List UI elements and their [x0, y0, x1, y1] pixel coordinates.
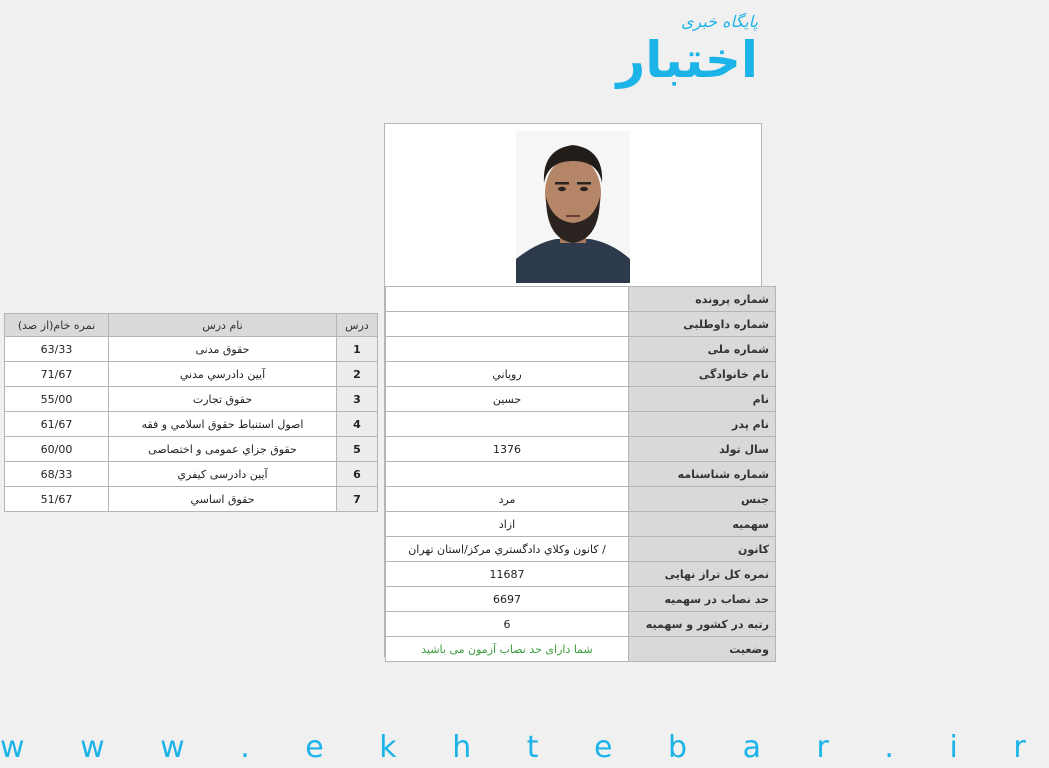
info-row — [386, 437, 776, 462]
info-row — [386, 487, 776, 512]
table-row — [5, 487, 378, 512]
info-value: شما دارای حد نصاب آزمون می باشید — [386, 637, 629, 662]
info-row — [386, 362, 776, 387]
info-value — [386, 412, 629, 437]
table-row — [5, 362, 378, 387]
table-row — [5, 387, 378, 412]
scores-table — [4, 313, 378, 512]
course-name: حقوق مدنی — [109, 337, 337, 362]
info-value: 11687 — [386, 562, 629, 587]
info-row — [386, 287, 776, 312]
site-url[interactable]: w w w . e k h t e b a r . i r — [0, 730, 1049, 765]
course-name: آيين دادرسی کيفري — [109, 462, 337, 487]
course-name: آيين دادرسي مدني — [109, 362, 337, 387]
info-label: کانون — [629, 537, 776, 562]
course-index: 4 — [337, 412, 378, 437]
candidate-info-panel — [384, 123, 769, 657]
info-label: شماره شناسنامه — [629, 462, 776, 487]
header-course-name: نام درس — [109, 314, 337, 337]
course-score: 68/33 — [5, 462, 109, 487]
table-row — [5, 437, 378, 462]
info-label: شماره ملی — [629, 337, 776, 362]
logo-subtitle: پایگاه خبری — [680, 12, 758, 31]
info-label: نام پدر — [629, 412, 776, 437]
info-label: نام — [629, 387, 776, 412]
info-value: حسين — [386, 387, 629, 412]
logo-title: اختبار — [616, 31, 758, 89]
info-label: سهمیه — [629, 512, 776, 537]
info-row — [386, 462, 776, 487]
info-label: شماره داوطلبی — [629, 312, 776, 337]
info-label: سال تولد — [629, 437, 776, 462]
info-label: شماره پرونده — [629, 287, 776, 312]
course-name: حقوق جزاي عمومی و اختصاصی — [109, 437, 337, 462]
info-row — [386, 587, 776, 612]
candidate-info-table — [385, 286, 776, 662]
course-score: 71/67 — [5, 362, 109, 387]
course-index: 3 — [337, 387, 378, 412]
info-row — [386, 637, 776, 662]
table-row — [5, 412, 378, 437]
header-course-index: درس — [337, 314, 378, 337]
course-name: اصول استنباط حقوق اسلامي و فقه — [109, 412, 337, 437]
info-row — [386, 612, 776, 637]
candidate-photo — [516, 131, 630, 283]
scores-header-row — [5, 314, 378, 337]
course-index: 2 — [337, 362, 378, 387]
course-index: 5 — [337, 437, 378, 462]
course-score: 51/67 — [5, 487, 109, 512]
info-label: نمره کل تراز نهایی — [629, 562, 776, 587]
info-label: جنس — [629, 487, 776, 512]
info-value: مرد — [386, 487, 629, 512]
info-row — [386, 537, 776, 562]
info-value — [386, 287, 629, 312]
course-score: 63/33 — [5, 337, 109, 362]
info-label: وضعیت — [629, 637, 776, 662]
info-value — [386, 462, 629, 487]
course-score: 60/00 — [5, 437, 109, 462]
course-index: 6 — [337, 462, 378, 487]
info-value — [386, 337, 629, 362]
header-score: نمره خام(از صد) — [5, 314, 109, 337]
info-value: 6 — [386, 612, 629, 637]
info-value: روياني — [386, 362, 629, 387]
info-row — [386, 412, 776, 437]
course-score: 61/67 — [5, 412, 109, 437]
course-index: 7 — [337, 487, 378, 512]
info-row — [386, 512, 776, 537]
info-row — [386, 387, 776, 412]
info-label: حد نصاب در سهمیه — [629, 587, 776, 612]
photo-container — [385, 124, 761, 286]
info-label: رتبه در کشور و سهمیه — [629, 612, 776, 637]
info-value: 6697 — [386, 587, 629, 612]
course-score: 55/00 — [5, 387, 109, 412]
info-value: / كانون وكلاي دادگستري مركز/استان تهران — [386, 537, 629, 562]
info-value — [386, 312, 629, 337]
info-row — [386, 312, 776, 337]
table-row — [5, 462, 378, 487]
course-name: حقوق اساسي — [109, 487, 337, 512]
info-value: 1376 — [386, 437, 629, 462]
info-label: نام خانوادگی — [629, 362, 776, 387]
info-row — [386, 562, 776, 587]
course-name: حقوق تجارت — [109, 387, 337, 412]
course-index: 1 — [337, 337, 378, 362]
info-row — [386, 337, 776, 362]
info-value: ازاد — [386, 512, 629, 537]
site-logo[interactable] — [612, 8, 762, 98]
table-row — [5, 337, 378, 362]
